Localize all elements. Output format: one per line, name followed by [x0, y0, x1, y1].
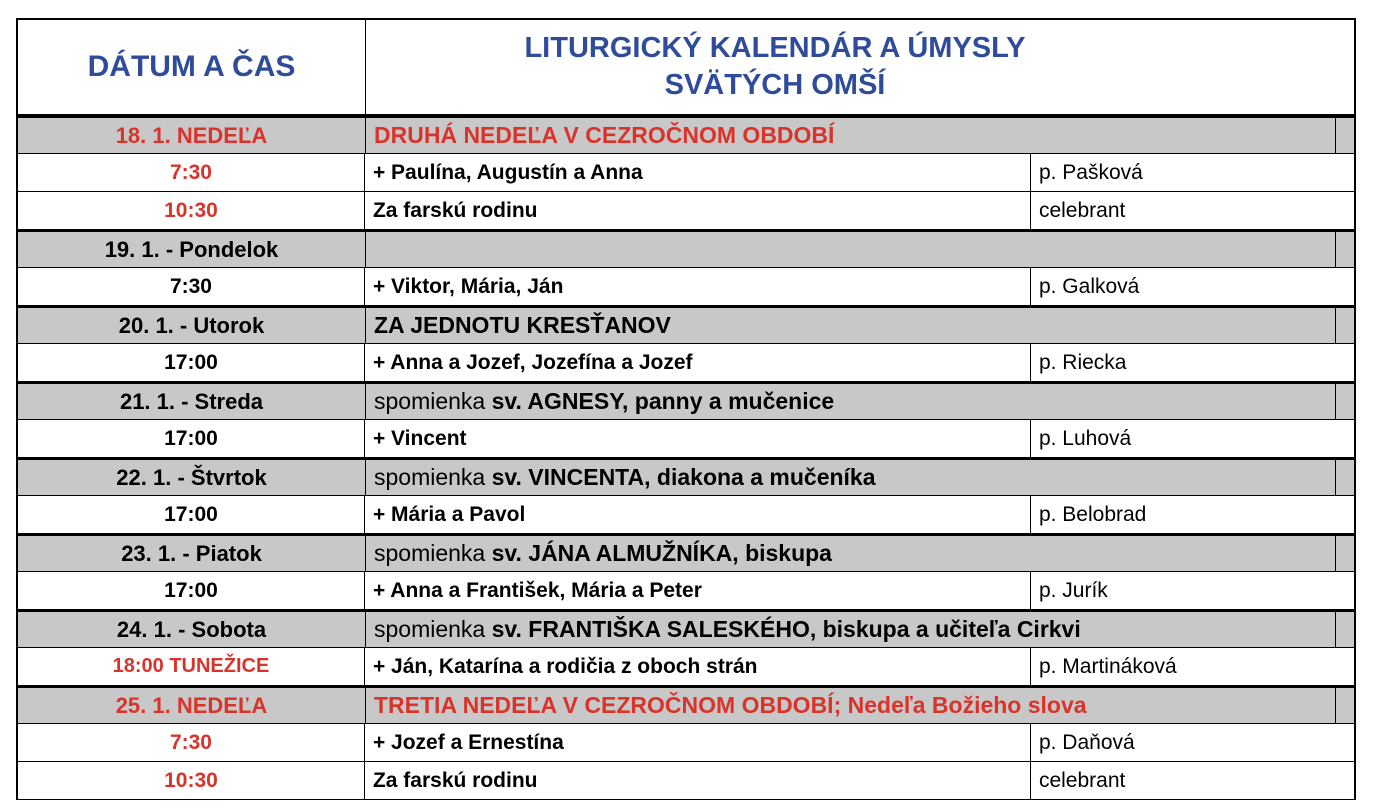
- mass-requester: celebrant: [1038, 768, 1126, 792]
- day-feast: [366, 612, 1336, 647]
- day-spacer: [1336, 536, 1354, 571]
- feast-name: DRUHÁ NEDEĽA V CEZROČNOM OBDOBÍ: [374, 122, 835, 148]
- feast-name: ZA JEDNOTU KRESŤANOV: [374, 312, 671, 338]
- day-row: [16, 116, 1356, 154]
- mass-requester: p. Galková: [1038, 274, 1140, 298]
- mass-intention: + Paulína, Augustín a Anna: [365, 154, 1031, 191]
- mass-requester: celebrant: [1038, 198, 1126, 222]
- feast-name: sv. FRANTIŠKA SALESKÉHO, biskupa a učiteľa Cirkvi: [491, 616, 1081, 642]
- day-date: 20. 1. - Utorok: [18, 308, 366, 343]
- calendar-title: [366, 20, 1354, 114]
- mass-time: 10:30: [18, 762, 365, 799]
- day-spacer: [1336, 384, 1354, 419]
- title-line-1: LITURGICKÝ KALENDÁR A ÚMYSLY: [524, 32, 1026, 64]
- mass-intention: + Anna a František, Mária a Peter: [365, 572, 1031, 609]
- mass-time: 7:30: [18, 154, 365, 191]
- day-date: 18. 1. NEDEĽA: [18, 118, 366, 153]
- day-date: 19. 1. - Pondelok: [18, 232, 366, 267]
- day-spacer: [1336, 308, 1354, 343]
- feast-prefix: spomienka: [374, 616, 492, 642]
- liturgical-calendar-table: [16, 18, 1356, 800]
- day-spacer: [1336, 232, 1354, 267]
- mass-time: 7:30: [18, 724, 365, 761]
- day-feast: [366, 384, 1336, 419]
- day-row: [16, 610, 1356, 648]
- mass-row: [16, 268, 1356, 306]
- feast-name: sv. VINCENTA, diakona a mučeníka: [491, 464, 876, 490]
- day-row: [16, 230, 1356, 268]
- feast-prefix: spomienka: [374, 388, 492, 414]
- feast-name: sv. AGNESY, panny a mučenice: [491, 388, 835, 414]
- mass-intention: + Ján, Katarína a rodičia z oboch strán: [365, 648, 1031, 685]
- mass-requester: p. Pašková: [1038, 160, 1143, 184]
- title-line-2: SVÄTÝCH OMŠÍ: [664, 69, 886, 101]
- feast-name: sv. JÁNA ALMUŽNÍKA, biskupa: [491, 540, 832, 566]
- mass-time: 18:00 TUNEŽICE: [18, 648, 365, 685]
- day-row: [16, 686, 1356, 724]
- day-date: 25. 1. NEDEĽA: [18, 688, 366, 723]
- mass-requester: p. Martináková: [1038, 654, 1177, 678]
- mass-row: [16, 648, 1356, 686]
- day-feast: [366, 232, 1336, 267]
- day-spacer: [1336, 688, 1354, 723]
- day-date: 23. 1. - Piatok: [18, 536, 366, 571]
- mass-requester: p. Belobrad: [1038, 502, 1147, 526]
- mass-requester: p. Daňová: [1038, 730, 1135, 754]
- day-row: [16, 458, 1356, 496]
- mass-intention: + Jozef a Ernestína: [365, 724, 1031, 761]
- mass-time: 17:00: [18, 572, 365, 609]
- day-date: 21. 1. - Streda: [18, 384, 366, 419]
- day-date: 24. 1. - Sobota: [18, 612, 366, 647]
- feast-prefix: spomienka: [374, 464, 492, 490]
- day-spacer: [1336, 118, 1354, 153]
- day-row: [16, 534, 1356, 572]
- mass-intention: + Vincent: [365, 420, 1031, 457]
- mass-intention: Za farskú rodinu: [365, 762, 1031, 799]
- day-spacer: [1336, 460, 1354, 495]
- day-date: 22. 1. - Štvrtok: [18, 460, 366, 495]
- date-time-column-header: DÁTUM A ČAS: [18, 20, 366, 114]
- mass-row: [16, 344, 1356, 382]
- mass-row: [16, 192, 1356, 230]
- mass-time: 17:00: [18, 420, 365, 457]
- day-feast: [366, 308, 1336, 343]
- day-row: [16, 382, 1356, 420]
- mass-time: 7:30: [18, 268, 365, 305]
- day-feast: [366, 460, 1336, 495]
- mass-intention: Za farskú rodinu: [365, 192, 1031, 229]
- day-feast: [366, 536, 1336, 571]
- feast-name: TRETIA NEDEĽA V CEZROČNOM OBDOBÍ; Nedeľa Božieho slova: [374, 692, 1087, 718]
- mass-intention: + Anna a Jozef, Jozefína a Jozef: [365, 344, 1031, 381]
- mass-row: [16, 724, 1356, 762]
- mass-intention: + Mária a Pavol: [365, 496, 1031, 533]
- day-row: [16, 306, 1356, 344]
- day-spacer: [1336, 612, 1354, 647]
- day-feast: [366, 118, 1336, 153]
- mass-requester: p. Riecka: [1038, 350, 1127, 374]
- mass-row: [16, 420, 1356, 458]
- mass-row: [16, 762, 1356, 800]
- calendar-rows: [16, 116, 1356, 800]
- mass-requester: p. Jurík: [1038, 578, 1108, 602]
- table-header: [16, 18, 1356, 116]
- day-feast: [366, 688, 1336, 723]
- mass-row: [16, 496, 1356, 534]
- mass-requester: p. Luhová: [1038, 426, 1132, 450]
- mass-time: 17:00: [18, 496, 365, 533]
- mass-time: 10:30: [18, 192, 365, 229]
- mass-row: [16, 154, 1356, 192]
- mass-intention: + Viktor, Mária, Ján: [365, 268, 1031, 305]
- mass-row: [16, 572, 1356, 610]
- mass-time: 17:00: [18, 344, 365, 381]
- feast-prefix: spomienka: [374, 540, 492, 566]
